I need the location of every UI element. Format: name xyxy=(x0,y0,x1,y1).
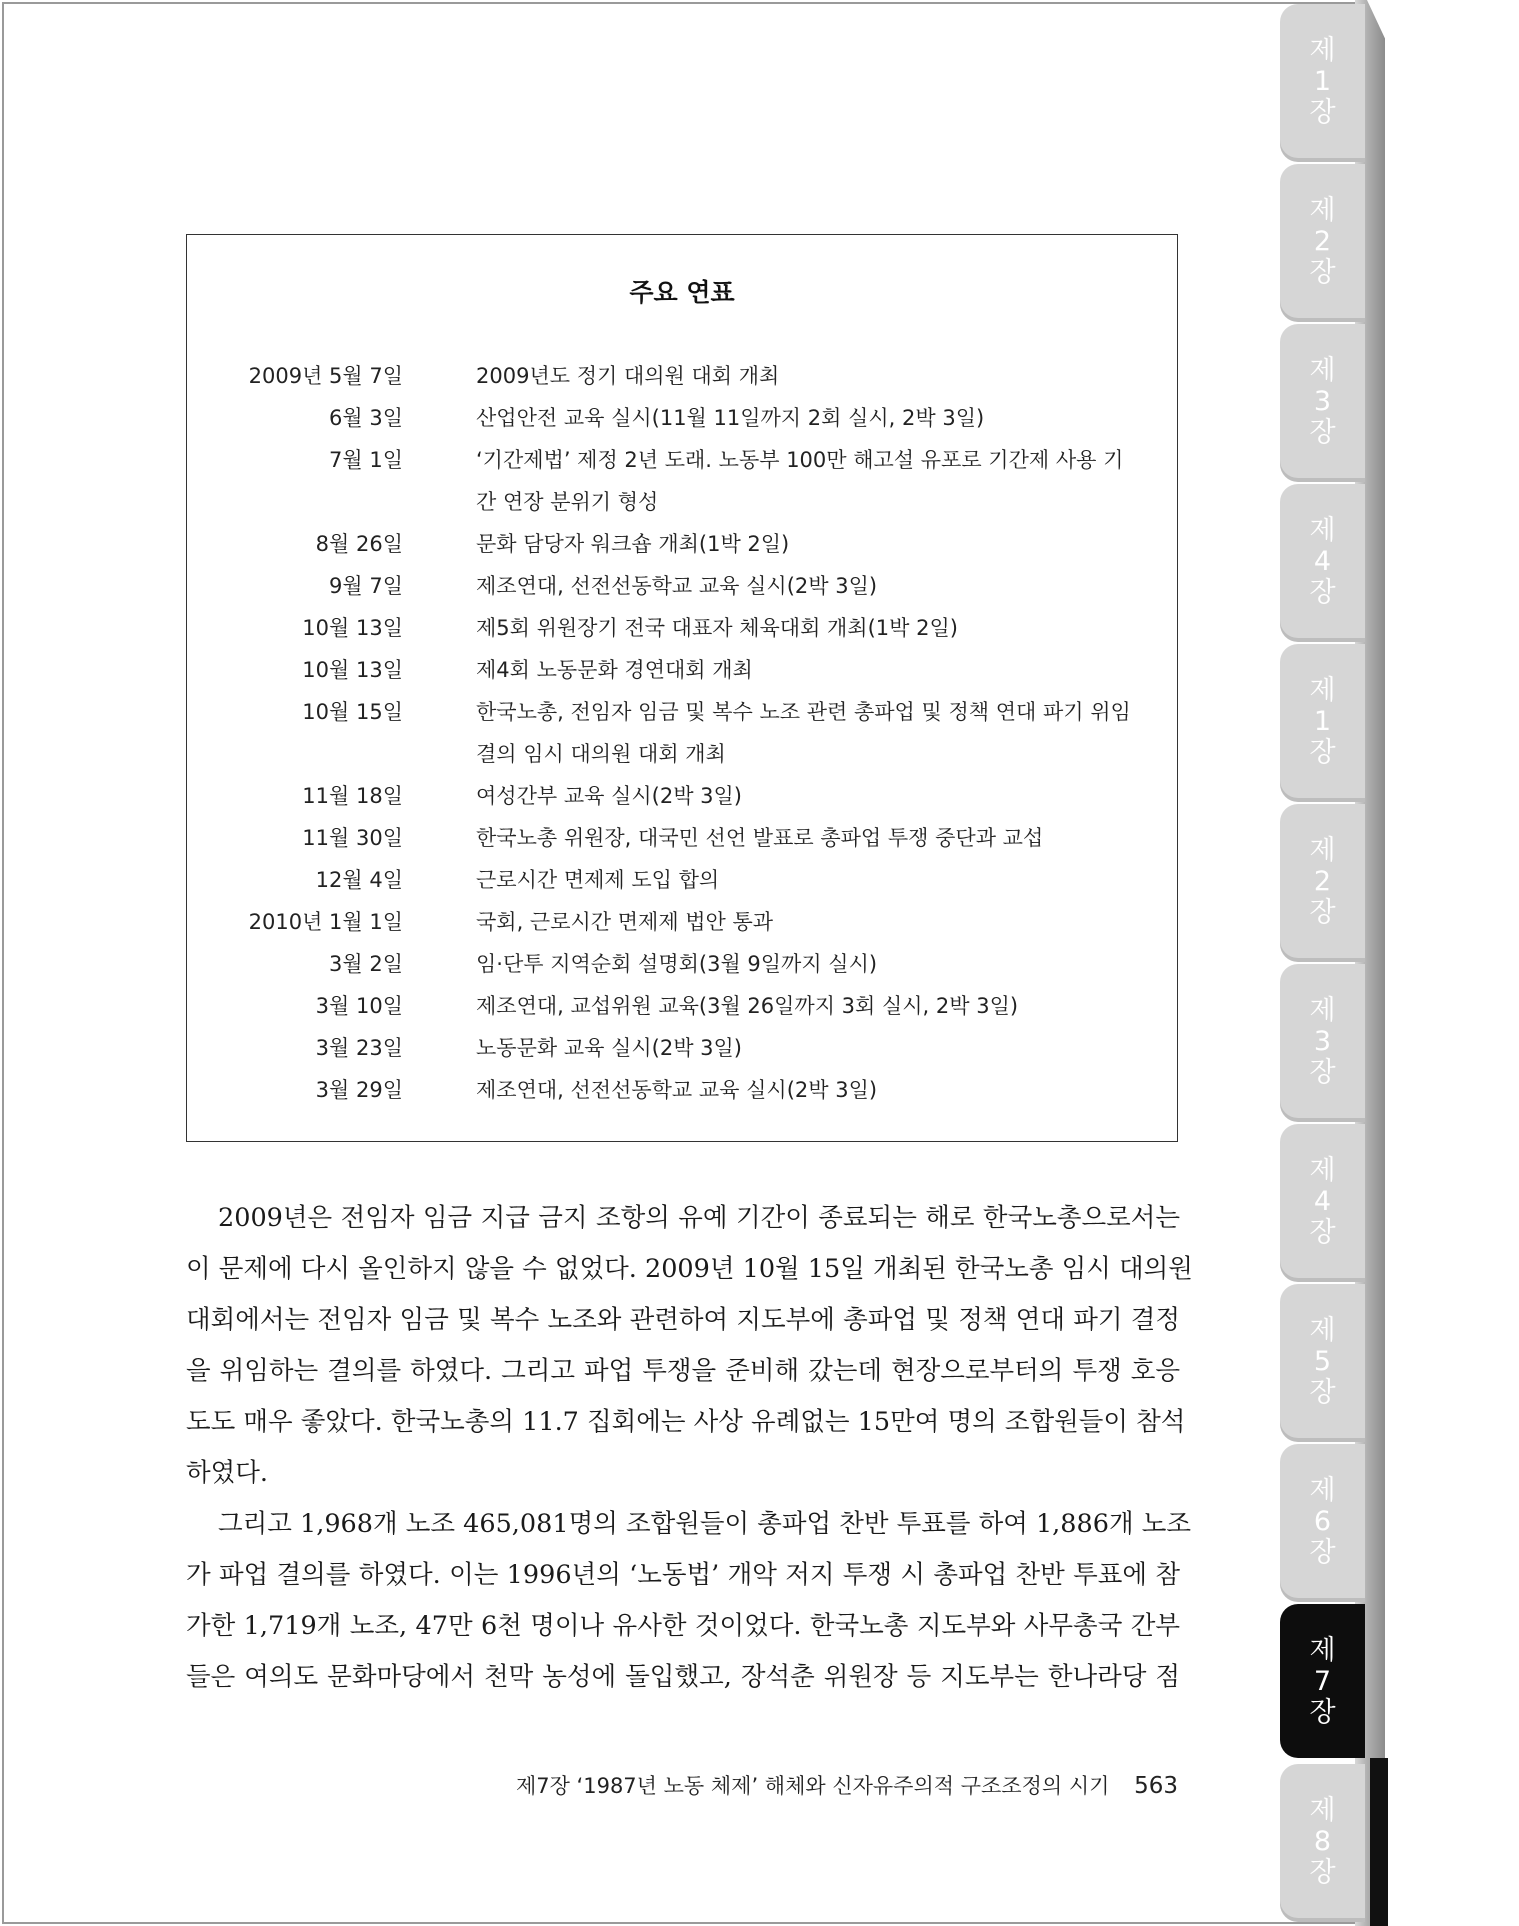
tab-label: 7 xyxy=(1313,1665,1332,1697)
entry-event xyxy=(476,859,1136,901)
page-footer xyxy=(516,1770,1178,1800)
entry-event xyxy=(476,901,1136,943)
tab-label: 장 xyxy=(1309,96,1336,128)
chapter-tab-active[interactable] xyxy=(1280,1604,1365,1758)
tab-label: 제 xyxy=(1309,1154,1336,1186)
entry-event-line: 제5회 위원장기 전국 대표자 체육대회 개최(1박 2일) xyxy=(476,616,958,640)
chapter-tab[interactable] xyxy=(1280,804,1365,958)
chapter-tab[interactable] xyxy=(1280,324,1365,478)
entry-date: 10월 13일 xyxy=(302,658,403,682)
chapter-tab[interactable] xyxy=(1280,644,1365,798)
tab-label: 장 xyxy=(1309,736,1336,768)
tab-label: 장 xyxy=(1309,416,1336,448)
entry-event xyxy=(476,1027,1136,1069)
entry-date: 2010년 1월 1일 xyxy=(248,910,403,934)
tab-label: 장 xyxy=(1309,1056,1336,1088)
entry-event xyxy=(476,691,1136,775)
tab-label: 장 xyxy=(1309,1536,1336,1568)
chapter-tab[interactable] xyxy=(1280,164,1365,318)
paragraph-line: 대회에서는 전임자 임금 및 복수 노조와 관련하여 지도부에 총파업 및 정책 연대 파기 결정 xyxy=(186,1305,1180,1335)
tab-label: 3 xyxy=(1313,385,1332,417)
chronology-box xyxy=(186,234,1178,1142)
tab-label: 장 xyxy=(1309,1696,1336,1728)
tab-label: 장 xyxy=(1309,1856,1336,1888)
tab-label: 장 xyxy=(1309,256,1336,288)
tab-label: 제 xyxy=(1309,1474,1336,1506)
entry-event-line: 간 연장 분위기 형성 xyxy=(476,490,659,514)
tab-label: 제 xyxy=(1309,674,1336,706)
entry-date: 3월 2일 xyxy=(329,952,403,976)
entry-event-line: 노동문화 교육 실시(2박 3일) xyxy=(476,1036,742,1060)
tab-label: 제 xyxy=(1309,354,1336,386)
entry-event-line: 한국노총 위원장, 대국민 선언 발표로 총파업 투쟁 중단과 교섭 xyxy=(476,826,1044,850)
tab-label: 3 xyxy=(1313,1025,1332,1057)
entry-event-line: 국회, 근로시간 면제제 법안 통과 xyxy=(476,910,774,934)
entry-event-line: 제조연대, 선전선동학교 교육 실시(2박 3일) xyxy=(476,1078,878,1102)
tab-label: 장 xyxy=(1309,1216,1336,1248)
entry-event xyxy=(476,397,1136,439)
chapter-tab[interactable] xyxy=(1280,4,1365,158)
chapter-tab[interactable] xyxy=(1280,1124,1365,1278)
entry-event-line: ‘기간제법’ 제정 2년 도래. 노동부 100만 해고설 유포로 기간제 사용 기 xyxy=(476,448,1124,472)
tab-label: 장 xyxy=(1309,896,1336,928)
chronology-title: 주요 연표 xyxy=(629,278,735,307)
entry-date: 3월 29일 xyxy=(315,1078,403,1102)
running-title: 제7장 ‘1987년 노동 체제’ 해체와 신자유주의적 구조조정의 시기 xyxy=(515,1774,1110,1798)
chapter-tab[interactable] xyxy=(1280,964,1365,1118)
tab-label: 4 xyxy=(1313,1185,1332,1217)
tab-label: 장 xyxy=(1309,576,1336,608)
tab-label: 제 xyxy=(1309,1314,1336,1346)
entry-event-line: 근로시간 면제제 도입 합의 xyxy=(476,868,720,892)
tab-label: 제 xyxy=(1309,834,1336,866)
chapter-tab[interactable] xyxy=(1280,484,1365,638)
paragraph-line: 도도 매우 좋았다. 한국노총의 11.7 집회에는 사상 유례없는 15만여 명의 조합원들이 참석 xyxy=(186,1407,1186,1437)
entry-event-line: 한국노총, 전임자 임금 및 복수 노조 관련 총파업 및 정책 연대 파기 위임 xyxy=(476,700,1131,724)
entry-event-line: 제조연대, 교섭위원 교육(3월 26일까지 3회 실시, 2박 3일) xyxy=(476,994,1019,1018)
entry-date: 6월 3일 xyxy=(329,406,403,430)
entry-date: 8월 26일 xyxy=(315,532,403,556)
entry-date: 2009년 5월 7일 xyxy=(248,364,403,388)
book-edge-shadow xyxy=(1370,1758,1388,1926)
entry-date: 11월 30일 xyxy=(302,826,403,850)
entry-date: 3월 23일 xyxy=(315,1036,403,1060)
entry-event-line: 결의 임시 대의원 대회 개최 xyxy=(476,742,726,766)
entry-date: 10월 13일 xyxy=(302,616,403,640)
tab-label: 제 xyxy=(1309,34,1336,66)
page-number: 563 xyxy=(1134,1773,1178,1799)
entry-event xyxy=(476,817,1136,859)
tab-label: 8 xyxy=(1313,1825,1332,1857)
paragraph-line: 하였다. xyxy=(186,1458,269,1488)
entry-event-line: 제4회 노동문화 경연대회 개최 xyxy=(476,658,753,682)
entry-event xyxy=(476,523,1136,565)
tab-label: 5 xyxy=(1313,1345,1332,1377)
tab-label: 제 xyxy=(1309,1634,1336,1666)
tab-label: 2 xyxy=(1313,865,1332,897)
entry-date: 3월 10일 xyxy=(315,994,403,1018)
entry-event xyxy=(476,355,1136,397)
tab-label: 1 xyxy=(1313,65,1332,97)
entry-event-line: 여성간부 교육 실시(2박 3일) xyxy=(476,784,742,808)
entry-date: 7월 1일 xyxy=(329,448,403,472)
entry-event-line: 임·단투 지역순회 설명회(3월 9일까지 실시) xyxy=(476,952,878,976)
entry-event-line: 산업안전 교육 실시(11월 11일까지 2회 실시, 2박 3일) xyxy=(476,406,985,430)
tab-label: 제 xyxy=(1309,514,1336,546)
entry-event xyxy=(476,439,1136,523)
entry-event xyxy=(476,649,1136,691)
entry-event xyxy=(476,1069,1136,1111)
chapter-tab[interactable] xyxy=(1280,1444,1365,1598)
entry-date: 10월 15일 xyxy=(302,700,403,724)
tab-label: 제 xyxy=(1309,194,1336,226)
tab-label: 제 xyxy=(1309,994,1336,1026)
tab-label: 2 xyxy=(1313,225,1332,257)
paragraph-line: 2009년은 전임자 임금 지급 금지 조항의 유예 기간이 종료되는 해로 한국노총으로서는 xyxy=(218,1203,1180,1233)
chapter-tab[interactable] xyxy=(1280,1764,1365,1918)
tab-label: 제 xyxy=(1309,1794,1336,1826)
entry-date: 9월 7일 xyxy=(329,574,403,598)
entry-event xyxy=(476,565,1136,607)
paragraph-line: 그리고 1,968개 노조 465,081명의 조합원들이 총파업 찬반 투표를 하여 1,886개 노조 xyxy=(218,1509,1191,1539)
tab-label: 6 xyxy=(1313,1505,1332,1537)
entry-event-line: 제조연대, 선전선동학교 교육 실시(2박 3일) xyxy=(476,574,878,598)
entry-event xyxy=(476,943,1136,985)
paragraph-line: 가 파업 결의를 하였다. 이는 1996년의 ‘노동법’ 개악 저지 투쟁 시 총파업 찬반 투표에 참 xyxy=(186,1560,1180,1590)
paragraph-line: 이 문제에 다시 올인하지 않을 수 없었다. 2009년 10월 15일 개최된 한국노총 임시 대의원 xyxy=(186,1254,1193,1284)
entry-event xyxy=(476,607,1136,649)
paragraph-line: 들은 여의도 문화마당에서 천막 농성에 돌입했고, 장석춘 위원장 등 지도부는 한나라당 점 xyxy=(186,1662,1180,1692)
entry-event xyxy=(476,775,1136,817)
tab-label: 장 xyxy=(1309,1376,1336,1408)
entry-event-line: 문화 담당자 워크숍 개최(1박 2일) xyxy=(476,532,790,556)
paragraph-line: 가한 1,719개 노조, 47만 6천 명이나 유사한 것이었다. 한국노총 지도부와 사무총국 간부 xyxy=(186,1611,1180,1641)
chapter-tab[interactable] xyxy=(1280,1284,1365,1438)
entry-date: 12월 4일 xyxy=(315,868,403,892)
tab-label: 1 xyxy=(1313,705,1332,737)
entry-date: 11월 18일 xyxy=(302,784,403,808)
entry-event xyxy=(476,985,1136,1027)
paragraph-line: 을 위임하는 결의를 하였다. 그리고 파업 투쟁을 준비해 갔는데 현장으로부터의 투쟁 호응 xyxy=(186,1356,1180,1386)
entry-event-line: 2009년도 정기 대의원 대회 개최 xyxy=(476,364,780,388)
tab-label: 4 xyxy=(1313,545,1332,577)
